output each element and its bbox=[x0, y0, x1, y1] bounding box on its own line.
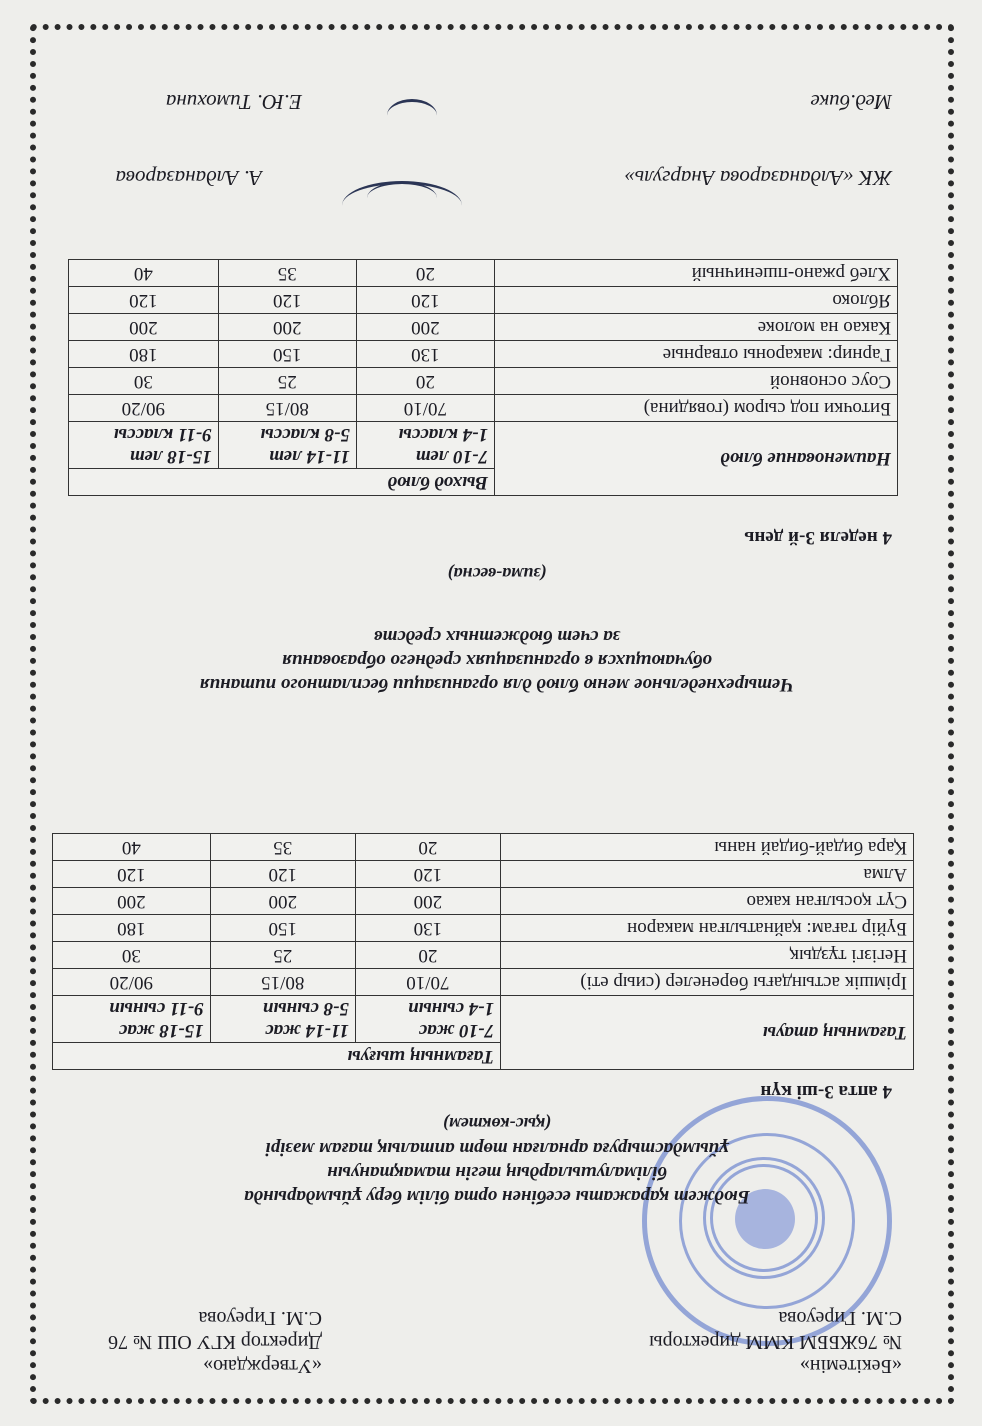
kz-col-yield-header: Тағамның шығуы bbox=[53, 1043, 501, 1070]
ru-age-group-3: 15-18 лет 9-11 классы bbox=[69, 422, 219, 469]
table-row: Алма 120 120 120 bbox=[53, 861, 914, 888]
approval-kz-line3: С.М. Гиреуова bbox=[778, 1307, 902, 1329]
nurse-signature bbox=[387, 99, 437, 132]
kz-age-group-2: 11-14 жас 5-8 сынып bbox=[210, 996, 355, 1043]
kz-menu-title: Бюджет қаражаты есебінен орта білім беру ұйымдарында білімалушылардың тегін тамақтануын ұйымдастыруға арналған төрт апталық тағам мәзірі bbox=[244, 1138, 750, 1207]
ru-week-day: 4 неделя 3-й день bbox=[744, 527, 892, 548]
kz-season: (қыс-көктем) bbox=[442, 1114, 552, 1134]
table-row: Соус основной 20 25 30 bbox=[69, 368, 898, 395]
table-row: Сүт қосылған какао 200 200 200 bbox=[53, 888, 914, 915]
company-person: А. Алданазарова bbox=[115, 166, 262, 190]
ru-col-name-header: Наименование блюд bbox=[495, 422, 898, 496]
table-row: Биточки под сыром (говядина) 70/10 80/15 90/20 bbox=[69, 395, 898, 422]
kz-menu-table bbox=[52, 833, 914, 1070]
kz-week-day: 4 апта 3-ші күн bbox=[760, 1081, 892, 1102]
ru-col-yield-header: Выход блюд bbox=[69, 469, 495, 496]
table-row: Қара бидай-бидай наны 20 35 40 bbox=[53, 834, 914, 861]
ru-season: (зима-весна) bbox=[447, 564, 547, 584]
kz-age-group-1: 7-10 жас 1-4 сынып bbox=[355, 996, 500, 1043]
ru-age-group-1: 7-10 лет 1-4 классы bbox=[356, 422, 494, 469]
approval-kz-line1: «Бекітемін» bbox=[799, 1355, 902, 1377]
approval-kz-line2: № 76ЖББМ КММ директоры bbox=[649, 1331, 902, 1353]
ru-age-group-2: 11-14 лет 5-8 классы bbox=[218, 422, 356, 469]
kz-col-name-header: Тағамның атауы bbox=[501, 996, 914, 1070]
nurse-person: Е.Ю. Тимохина bbox=[165, 90, 302, 114]
ru-menu-table bbox=[68, 259, 898, 496]
approval-ru-line3: С.М. Гиреуова bbox=[198, 1307, 322, 1329]
nurse-label: Мед.бике bbox=[810, 90, 892, 114]
approval-ru-line2: Директор КГУ ОШ № 76 bbox=[108, 1331, 322, 1353]
table-row: Ірімшік астындағы бөренелер (сиыр еті) 70/10 80/15 90/20 bbox=[53, 969, 914, 996]
approval-ru-line1: «Утверждаю» bbox=[203, 1355, 322, 1377]
table-row: Гарнир: макароны отварные 130 150 180 bbox=[69, 341, 898, 368]
table-row: Бүйір тағам: қайнатылған макарон 130 150 180 bbox=[53, 915, 914, 942]
company-name: ЖК «Алданазарова Анаргуль» bbox=[624, 166, 892, 190]
approval-block-kz bbox=[542, 1306, 902, 1378]
table-row: Яблоко 120 120 120 bbox=[69, 287, 898, 314]
table-row: Какао на молоке 200 200 200 bbox=[69, 314, 898, 341]
approval-block-ru bbox=[22, 1306, 322, 1378]
table-row: Негізгі тұздық 20 25 30 bbox=[53, 942, 914, 969]
kz-age-group-3: 15-18 жас 9-11 сынып bbox=[53, 996, 211, 1043]
ru-menu-title: Четырехнедельное меню блюд для организации бесплатного питания обучающихся в организациях среднего образования за счет бюджетных средств bbox=[199, 626, 795, 695]
table-row: Хлеб ржано-пшеничный 20 35 40 bbox=[69, 260, 898, 287]
